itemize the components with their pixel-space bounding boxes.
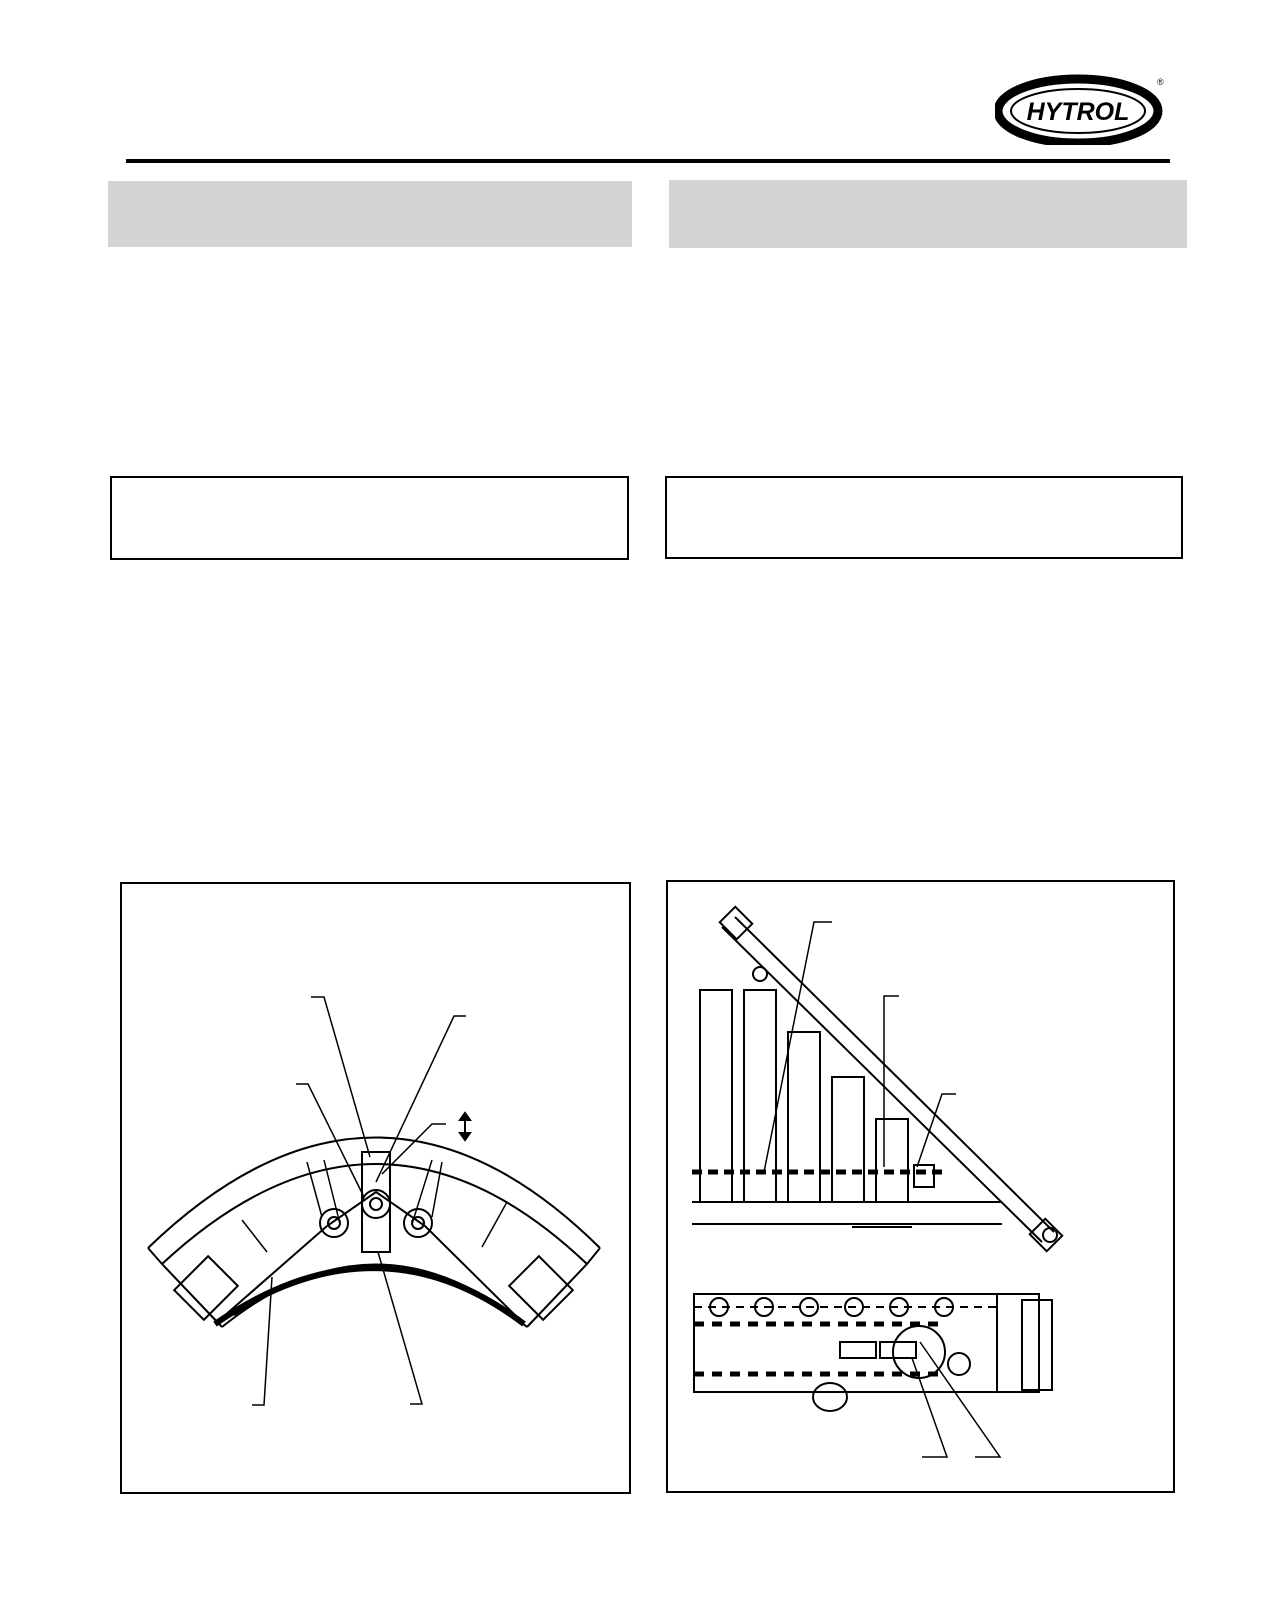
curve-idler-assembly-drawing — [122, 884, 633, 1496]
side-view-and-top-view-drawing — [668, 882, 1177, 1495]
header-rule — [126, 159, 1170, 163]
right-figure-frame — [666, 880, 1175, 1493]
right-section-header-band — [669, 180, 1187, 248]
hytrol-oval-logo-icon — [995, 73, 1165, 145]
registered-mark: ® — [1157, 77, 1164, 87]
brand-logo — [995, 73, 1165, 145]
left-figure-frame — [120, 882, 631, 1494]
right-note-box — [665, 476, 1183, 559]
adjust-arrow-icon — [460, 1113, 470, 1140]
left-note-box — [110, 476, 629, 560]
left-section-header-band — [108, 181, 632, 247]
logo-text: HYTROL — [1026, 98, 1130, 126]
